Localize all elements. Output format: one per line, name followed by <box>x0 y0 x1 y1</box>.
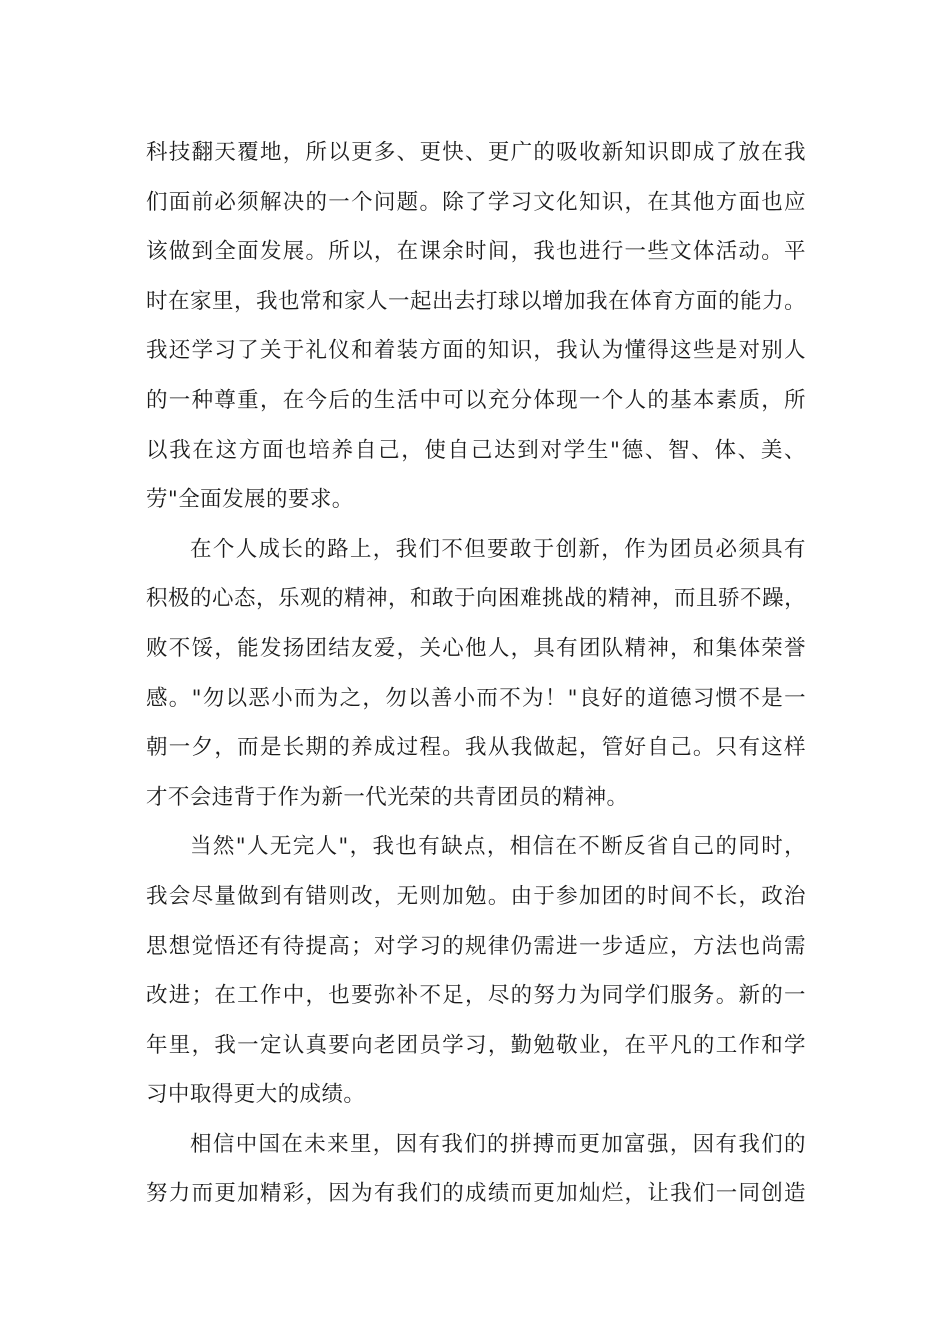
text-line: 积极的心态，乐观的精神，和敢于向困难挑战的精神，而且骄不躁， <box>146 586 806 612</box>
text-line: 努力而更加精彩，因为有我们的成绩而更加灿烂，让我们一同创造 <box>146 1181 806 1207</box>
text-line: 思想觉悟还有待提高；对学习的规律仍需进一步适应，方法也尚需 <box>146 933 806 959</box>
text-line: 科技翻天覆地，所以更多、更快、更广的吸收新知识即成了放在我 <box>146 140 806 165</box>
text-line: 的一种尊重，在今后的生活中可以充分体现一个人的基本素质，所 <box>146 387 806 413</box>
document-body <box>146 128 806 1219</box>
text-line: 习中取得更大的成绩。 <box>146 1082 366 1108</box>
paragraph-2 <box>146 525 806 823</box>
text-line: 朝一夕，而是长期的养成过程。我从我做起，管好自己。只有这样 <box>146 735 806 761</box>
text-line: 以我在这方面也培养自己，使自己达到对学生"德、智、体、美、 <box>146 437 806 463</box>
text-line: 当然"人无完人"，我也有缺点，相信在不断反省自己的同时， <box>190 834 806 860</box>
text-line: 败不馁，能发扬团结友爱，关心他人，具有团队精神，和集体荣誉 <box>146 635 806 661</box>
text-line: 该做到全面发展。所以，在课余时间，我也进行一些文体活动。平 <box>146 239 806 265</box>
text-line: 在个人成长的路上，我们不但要敢于创新，作为团员必须具有 <box>190 536 806 562</box>
paragraph-3 <box>146 822 806 1120</box>
text-line: 劳"全面发展的要求。 <box>146 487 354 513</box>
text-line: 感。"勿以恶小而为之，勿以善小而不为！"良好的道德习惯不是一 <box>146 685 806 711</box>
text-line: 年里，我一定认真要向老团员学习，勤勉敬业，在平凡的工作和学 <box>146 1032 806 1058</box>
paragraph-4 <box>146 1120 806 1219</box>
text-line: 才不会违背于作为新一代光荣的共青团员的精神。 <box>146 784 629 810</box>
text-line: 我还学习了关于礼仪和着装方面的知识，我认为懂得这些是对别人 <box>146 338 806 364</box>
text-line: 改进；在工作中，也要弥补不足，尽的努力为同学们服务。新的一 <box>146 983 806 1009</box>
text-line: 时在家里，我也常和家人一起出去打球以增加我在体育方面的能力。 <box>146 288 806 314</box>
text-line: 们面前必须解决的一个问题。除了学习文化知识，在其他方面也应 <box>146 189 806 215</box>
paragraph-1 <box>146 128 806 525</box>
text-line: 我会尽量做到有错则改，无则加勉。由于参加团的时间不长，政治 <box>146 883 806 909</box>
text-line: 相信中国在未来里，因有我们的拼搏而更加富强，因有我们的 <box>190 1131 806 1157</box>
